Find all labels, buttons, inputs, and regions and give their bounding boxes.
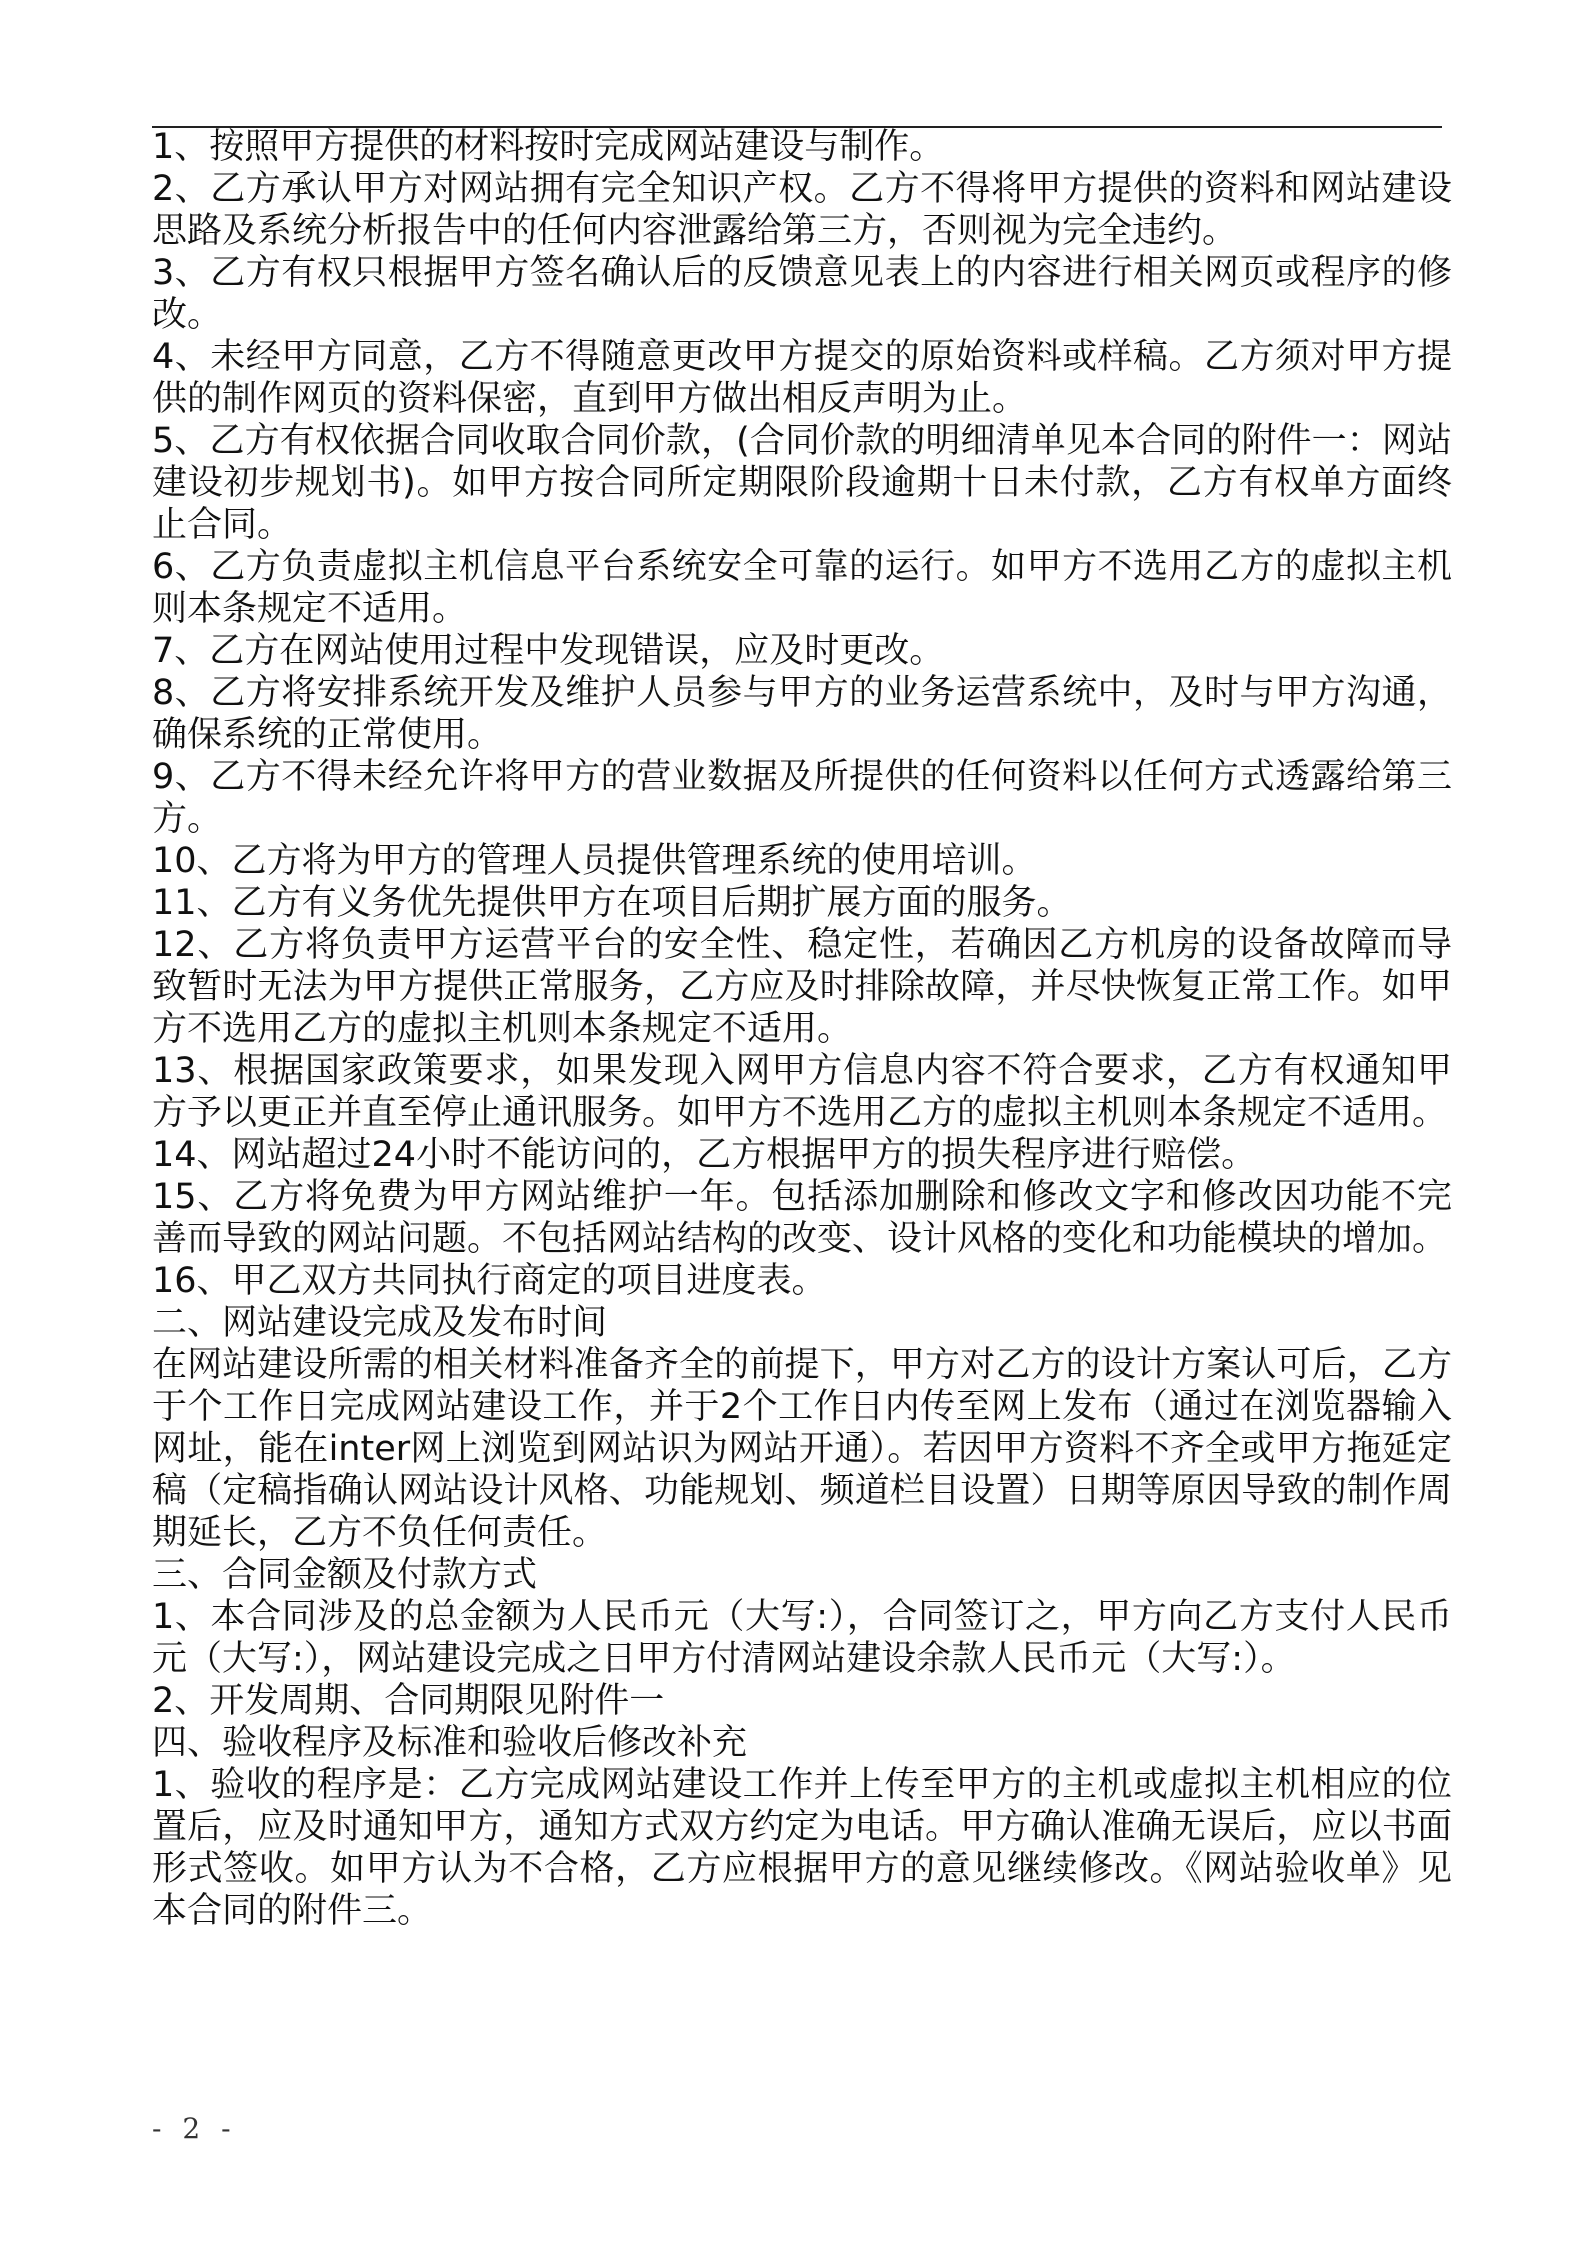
- page-number: - 2 -: [152, 2112, 237, 2145]
- contract-body: [152, 126, 1452, 1932]
- section-heading-4: 四、验收程序及标准和验收后修改补充: [152, 1723, 748, 1763]
- clause-12: 12、乙方将负责甲方运营平台的安全性、稳定性，若确因乙方机房的设备故障而导致暂时无法为甲方提供正常服务，乙方应及时排除故障，并尽快恢复正常工作。如甲方不选用乙方的虚拟主机则本条规定不适用。: [152, 925, 1452, 1049]
- section-3-clause-2: 2、开发周期、合同期限见附件一: [152, 1681, 665, 1721]
- section-heading-2: 二、网站建设完成及发布时间: [152, 1303, 608, 1343]
- clause-3: 3、乙方有权只根据甲方签名确认后的反馈意见表上的内容进行相关网页或程序的修改。: [152, 253, 1452, 335]
- clause-11: 11、乙方有义务优先提供甲方在项目后期扩展方面的服务。: [152, 883, 1072, 923]
- section-2-body: 在网站建设所需的相关材料准备齐全的前提下，甲方对乙方的设计方案认可后，乙方于个工作日完成网站建设工作，并于2个工作日内传至网上发布（通过在浏览器输入网址，能在inter网上浏览到网站识为网站开通）。若因甲方资料不齐全或甲方拖延定稿（定稿指确认网站设计风格、功能规划、频道栏目设置）日期等原因导致的制作周期延长，乙方不负任何责任。: [152, 1345, 1452, 1553]
- section-4-clause-1: 1、验收的程序是：乙方完成网站建设工作并上传至甲方的主机或虚拟主机相应的位置后，应及时通知甲方，通知方式双方约定为电话。甲方确认准确无误后，应以书面形式签收。如甲方认为不合格，乙方应根据甲方的意见继续修改。《网站验收单》见本合同的附件三。: [152, 1765, 1452, 1931]
- clause-1: 1、按照甲方提供的材料按时完成网站建设与制作。: [152, 127, 945, 167]
- clause-8: 8、乙方将安排系统开发及维护人员参与甲方的业务运营系统中，及时与甲方沟通，确保系统的正常使用。: [152, 673, 1452, 755]
- clause-2: 2、乙方承认甲方对网站拥有完全知识产权。乙方不得将甲方提供的资料和网站建设思路及系统分析报告中的任何内容泄露给第三方，否则视为完全违约。: [152, 169, 1452, 251]
- clause-16: 16、甲乙双方共同执行商定的项目进度表。: [152, 1261, 827, 1301]
- clause-15: 15、乙方将免费为甲方网站维护一年。包括添加删除和修改文字和修改因功能不完善而导致的网站问题。不包括网站结构的改变、设计风格的变化和功能模块的增加。: [152, 1177, 1452, 1259]
- clause-6: 6、乙方负责虚拟主机信息平台系统安全可靠的运行。如甲方不选用乙方的虚拟主机则本条规定不适用。: [152, 547, 1452, 629]
- section-3-clause-1: 1、本合同涉及的总金额为人民币元（大写:），合同签订之，甲方向乙方支付人民币元（大写:），网站建设完成之日甲方付清网站建设余款人民币元（大写:）。: [152, 1597, 1452, 1679]
- clause-9: 9、乙方不得未经允许将甲方的营业数据及所提供的任何资料以任何方式透露给第三方。: [152, 757, 1452, 839]
- section-heading-3: 三、合同金额及付款方式: [152, 1555, 538, 1595]
- clause-14: 14、网站超过24小时不能访问的，乙方根据甲方的损失程序进行赔偿。: [152, 1135, 1257, 1175]
- clause-13: 13、根据国家政策要求，如果发现入网甲方信息内容不符合要求，乙方有权通知甲方予以更正并直至停止通讯服务。如甲方不选用乙方的虚拟主机则本条规定不适用。: [152, 1051, 1452, 1133]
- clause-4: 4、未经甲方同意，乙方不得随意更改甲方提交的原始资料或样稿。乙方须对甲方提供的制作网页的资料保密，直到甲方做出相反声明为止。: [152, 337, 1452, 419]
- clause-5: 5、乙方有权依据合同收取合同价款，(合同价款的明细清单见本合同的附件一：网站建设初步规划书)。如甲方按合同所定期限阶段逾期十日未付款，乙方有权单方面终止合同。: [152, 421, 1452, 545]
- clause-7: 7、乙方在网站使用过程中发现错误，应及时更改。: [152, 631, 945, 671]
- clause-10: 10、乙方将为甲方的管理人员提供管理系统的使用培训。: [152, 841, 1037, 881]
